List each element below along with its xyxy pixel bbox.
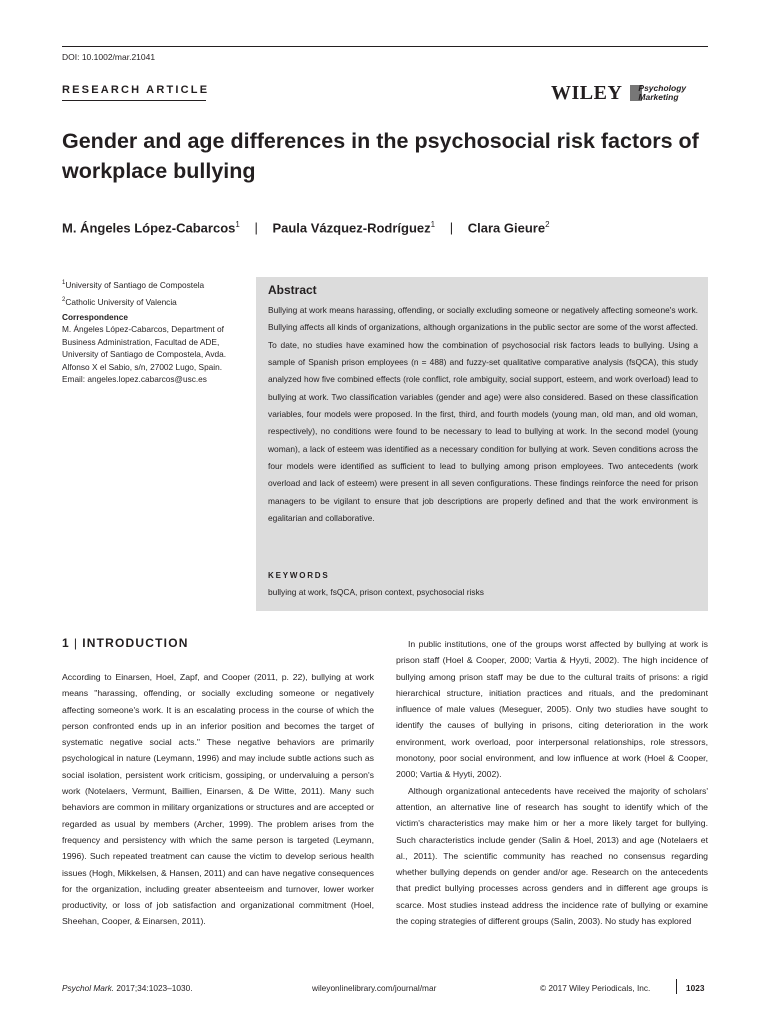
abstract-text: Bullying at work means harassing, offending, or socially excluding someone or negatively affecting someone's work. Bullying affects all kinds of organizations, although organizations in the public sector are some of the worst affected. To date, no studies have examined how the combination of psychosocial risk factors leads to bullying. Using a sample of Spanish prison employees (n = 488) and fuzzy-set qualitative comparative analysis (fsQCA), this study analyzed how five combined effects (role conflict, role ambiguity, social support, esteem, and work overload) lead to bullying at work. Two classification variables (gender and age) were also considered. Based on these classification variables, four models were proposed. In the first, third, and fourth models (young man, old man, and old woman, respectively), no conditions were found to be necessary to lead to bullying at work. In the second model (young woman), a lack of esteem was identified as a necessary condition for bullying at work. Seven conditions across the four models were identified as sufficient to lead to bullying among prison employees. Two antecedents (work overload and lack of esteem) were present in all seven configurations. These findings reinforce the need for prison managers to be vigilant to ensure that job descriptions are properly defined and that the work environment is egalitarian and collaborative. bbox=[268, 305, 698, 524]
section-number: 1 bbox=[62, 636, 70, 650]
wiley-logo: WILEY bbox=[551, 81, 623, 104]
correspondence-text: M. Ángeles López-Cabarcos, Department of Business Administration, Facultad de ADE, University of Santiago de Compostela, Avda. Alfonso X el Sabio, s/n, 27002 Lugo, Spain. Email: angeles.lopez.cabarcos@usc.es bbox=[62, 324, 227, 385]
psychology-marketing-logo bbox=[630, 83, 687, 103]
journal-logo-line1: Psychology bbox=[638, 83, 687, 93]
section-heading bbox=[62, 636, 189, 650]
author-name[interactable]: M. Ángeles López-Cabarcos bbox=[62, 220, 236, 236]
body-paragraph: According to Einarsen, Hoel, Zapf, and Cooper (2011, p. 22), bullying at work means "harassing, offending, or socially excluding someone or negatively affecting someone's work. It is an escalating process in the course of which the person confronted ends up in an inferior position and becomes the target of systematic negative social acts." These negative behaviors are primarily psychological in nature (Leymann, 1996) and may include subtle actions such as social isolation, persistent work criticism, gossiping, or undervaluing a person's work (Notelaers, Vermunt, Baillien, Einarsen, & De Witte, 2011). Many such behaviors are common in military organizations or structures and are accepted or regarded as usual by members (Archer, 1999). The problem arises from the frequency and persistency with which the same person is targeted (Leymann, 1996). Such repeated treatment can cause the victim to develop serious health issues (Hogh, Mikkelsen, & Hansen, 2011) and can have negative consequences for the organization, including greater absenteeism and turnover, lower worker productivity, or loss of job satisfaction and organizational commitment (Hoel, Sheehan, Cooper, & Einarsen, 2011). bbox=[62, 672, 374, 927]
footer-volume: 2017;34:1023–1030. bbox=[114, 983, 193, 993]
body-column-left bbox=[62, 669, 374, 930]
footer-divider bbox=[676, 979, 677, 994]
affiliation-number: 2 bbox=[62, 297, 66, 303]
body-paragraph: In public institutions, one of the groups worst affected by bullying at work is prison staff (Hoel & Cooper, 2000; Vartia & Hyyti, 2002). The high incidence of bullying among prison staff may be due to the cultural traits of prisons: a rigid hierarchical structure, initiation practices and rituals, and the predominant influence of male values (Meseguer, 2005). Only two studies have sought to identify the causes of bullying in prisons, citing deterioration in the work environment, work overload, poor interpersonal relationships, role stressors, monotony, poor social environment, and low influence at work (Hoel & Cooper, 2000; Vartia & Hyyti, 2002). bbox=[396, 639, 708, 780]
doi[interactable]: DOI: 10.1002/mar.21041 bbox=[62, 52, 156, 62]
section-title: INTRODUCTION bbox=[82, 636, 189, 650]
abstract-title: Abstract bbox=[268, 283, 317, 297]
keywords-title: KEYWORDS bbox=[268, 571, 330, 580]
body-paragraph: Although organizational antecedents have received the majority of scholars' attention, an alternative line of research has sought to identify which of the victim's characteristics may make him or her a more likely target for bullying. Such characteristics include gender (Salin & Hoel, 2013) and age (Notelaers et al., 2011). The scientific community has reached no consensus regarding whether bullying depends on gender and/or age. Research on the antecedents that predict bullying processes across genders and in different age groups is scarce. Most studies instead address the incidence rate of bullying or examine the coping strategies of different groups (Salin, 2003). No study has explored bbox=[396, 785, 708, 927]
author-name[interactable]: Paula Vázquez-Rodríguez bbox=[272, 220, 431, 236]
author-affiliation-marker: 2 bbox=[545, 220, 550, 229]
correspondence bbox=[62, 311, 244, 385]
footer-citation bbox=[62, 983, 193, 993]
footer-journal: Psychol Mark. bbox=[62, 983, 115, 993]
article-type-underline bbox=[62, 100, 206, 101]
article-title: Gender and age differences in the psychosocial risk factors of workplace bullying bbox=[62, 129, 699, 183]
author-list bbox=[62, 220, 550, 235]
affiliation bbox=[62, 294, 244, 308]
page-number: 1023 bbox=[686, 983, 705, 993]
author-name[interactable]: Clara Gieure bbox=[467, 220, 546, 236]
publisher-logos bbox=[551, 80, 687, 106]
abstract-box bbox=[256, 277, 708, 611]
affiliation-number: 1 bbox=[62, 280, 66, 286]
keywords: bullying at work, fsQCA, prison context, psychosocial risks bbox=[268, 587, 484, 597]
affiliation bbox=[62, 277, 244, 291]
author-affiliation-marker: 1 bbox=[235, 220, 240, 229]
journal-logo-line2: Marketing bbox=[638, 91, 679, 102]
body-column-right bbox=[396, 636, 708, 929]
article-type: RESEARCH ARTICLE bbox=[62, 84, 210, 96]
footer-url[interactable]: wileyonlinelibrary.com/journal/mar bbox=[312, 983, 437, 993]
affiliation-text: University of Santiago de Compostela bbox=[65, 279, 205, 290]
author-affiliation-marker: 1 bbox=[430, 220, 436, 229]
author-separator: | bbox=[449, 220, 454, 236]
author-separator: | bbox=[254, 220, 258, 236]
header-rule bbox=[62, 46, 708, 47]
correspondence-title: Correspondence bbox=[62, 312, 128, 322]
footer-copyright: © 2017 Wiley Periodicals, Inc. bbox=[540, 983, 651, 993]
section-bar: | bbox=[73, 636, 79, 650]
affiliation-text: Catholic University of Valencia bbox=[65, 296, 177, 307]
